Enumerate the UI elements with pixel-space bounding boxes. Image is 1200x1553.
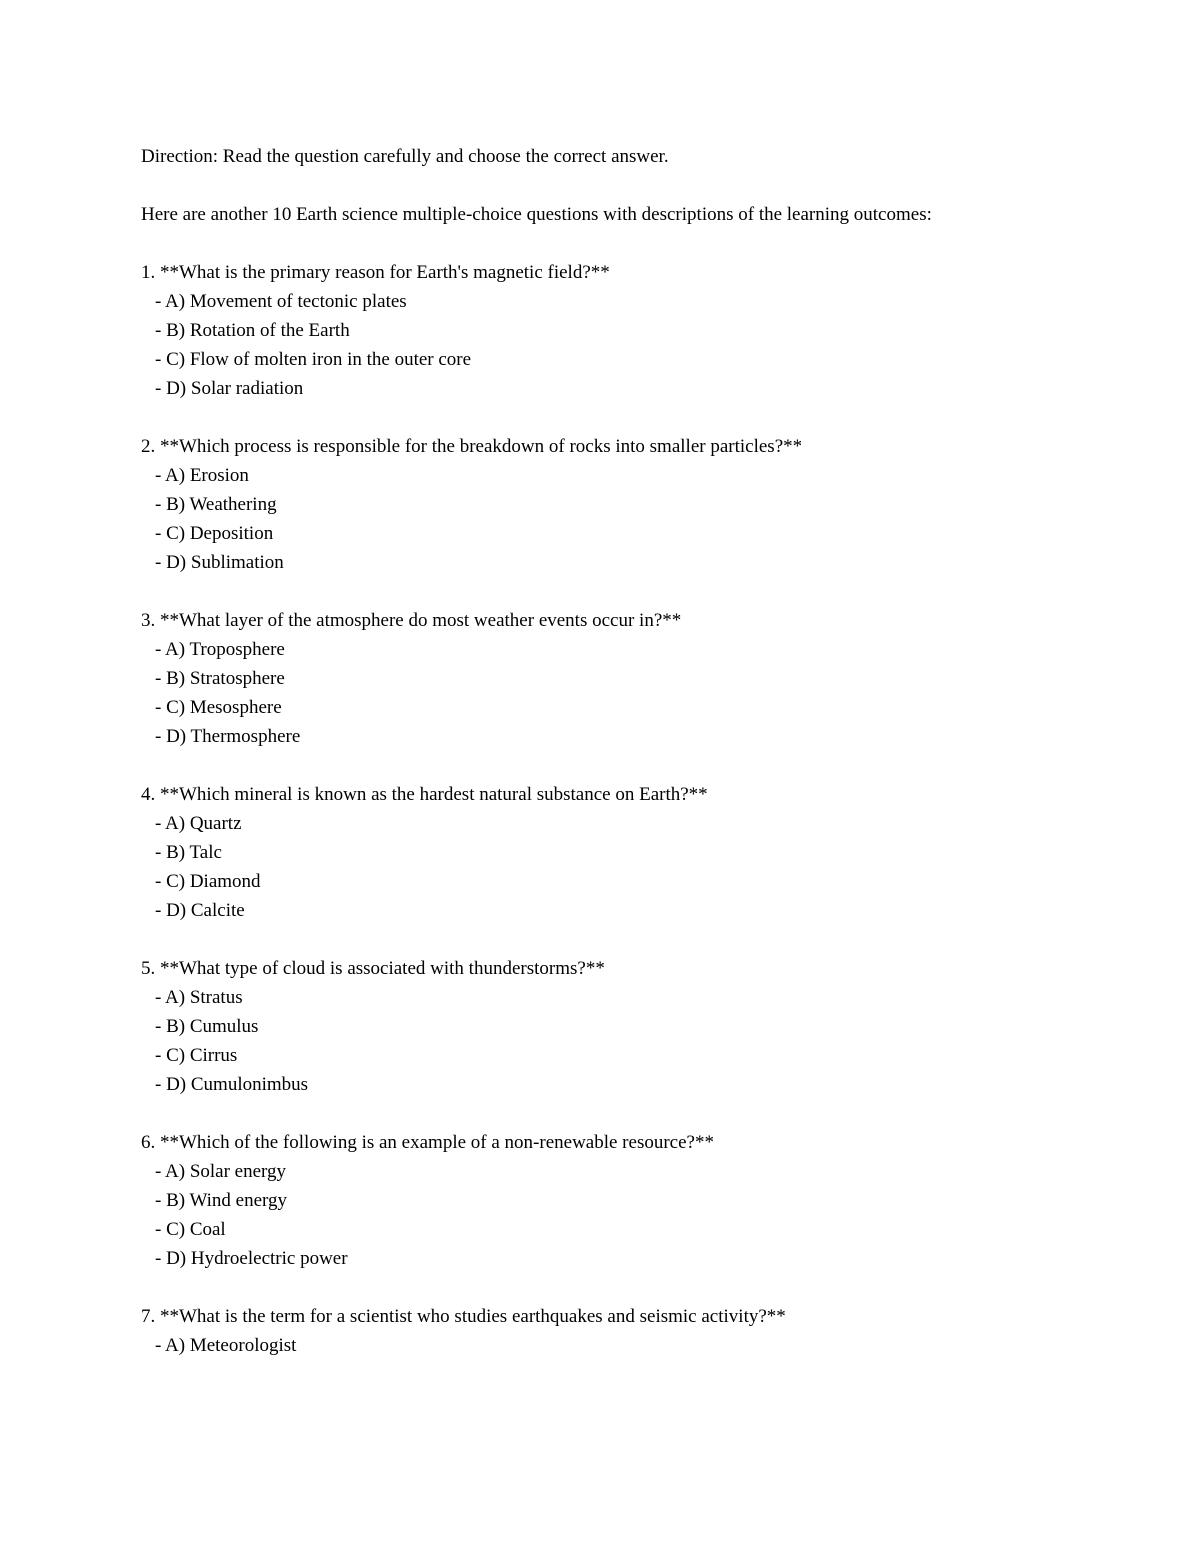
answer-option: - D) Hydroelectric power <box>155 1248 348 1269</box>
option-list <box>141 983 1059 1099</box>
option-list <box>141 1331 1059 1360</box>
question-block <box>141 1302 1059 1360</box>
direction-text: Direction: Read the question carefully and choose the correct answer. <box>141 146 669 167</box>
answer-option: - A) Erosion <box>155 465 249 486</box>
answer-option: - C) Cirrus <box>155 1045 238 1066</box>
answer-option: - D) Cumulonimbus <box>155 1074 309 1095</box>
question-title: 1. **What is the primary reason for Earth's magnetic field?** <box>141 262 610 283</box>
answer-option: - C) Flow of molten iron in the outer core <box>155 349 472 370</box>
answer-option: - B) Rotation of the Earth <box>155 320 350 341</box>
answer-option: - D) Thermosphere <box>155 726 301 747</box>
question-block <box>141 258 1059 403</box>
question-title: 7. **What is the term for a scientist who studies earthquakes and seismic activity?** <box>141 1306 786 1327</box>
answer-option: - D) Solar radiation <box>155 378 304 399</box>
answer-option: - D) Sublimation <box>155 552 284 573</box>
answer-option: - B) Stratosphere <box>155 668 285 689</box>
question-list <box>141 258 1059 1360</box>
answer-option: - C) Coal <box>155 1219 226 1240</box>
question-title: 6. **Which of the following is an example of a non-renewable resource?** <box>141 1132 714 1153</box>
question-title: 4. **Which mineral is known as the hardest natural substance on Earth?** <box>141 784 708 805</box>
answer-option: - A) Troposphere <box>155 639 285 660</box>
answer-option: - B) Cumulus <box>155 1016 259 1037</box>
question-block <box>141 1128 1059 1273</box>
document-page <box>141 142 1059 1389</box>
question-title: 3. **What layer of the atmosphere do most weather events occur in?** <box>141 610 682 631</box>
answer-option: - A) Meteorologist <box>155 1335 297 1356</box>
option-list <box>141 809 1059 925</box>
answer-option: - B) Wind energy <box>155 1190 288 1211</box>
answer-option: - C) Deposition <box>155 523 274 544</box>
answer-option: - A) Quartz <box>155 813 242 834</box>
option-list <box>141 461 1059 577</box>
answer-option: - D) Calcite <box>155 900 245 921</box>
option-list <box>141 287 1059 403</box>
question-block <box>141 432 1059 577</box>
answer-option: - B) Weathering <box>155 494 277 515</box>
question-title: 5. **What type of cloud is associated with thunderstorms?** <box>141 958 605 979</box>
question-block <box>141 780 1059 925</box>
answer-option: - A) Movement of tectonic plates <box>155 291 407 312</box>
answer-option: - B) Talc <box>155 842 222 863</box>
question-block <box>141 606 1059 751</box>
question-block <box>141 954 1059 1099</box>
answer-option: - C) Mesosphere <box>155 697 282 718</box>
answer-option: - A) Solar energy <box>155 1161 287 1182</box>
option-list <box>141 635 1059 751</box>
question-title: 2. **Which process is responsible for the breakdown of rocks into smaller particles?** <box>141 436 803 457</box>
answer-option: - C) Diamond <box>155 871 261 892</box>
answer-option: - A) Stratus <box>155 987 243 1008</box>
option-list <box>141 1157 1059 1273</box>
intro-text: Here are another 10 Earth science multiple-choice questions with descriptions of the learning outcomes: <box>141 204 932 225</box>
